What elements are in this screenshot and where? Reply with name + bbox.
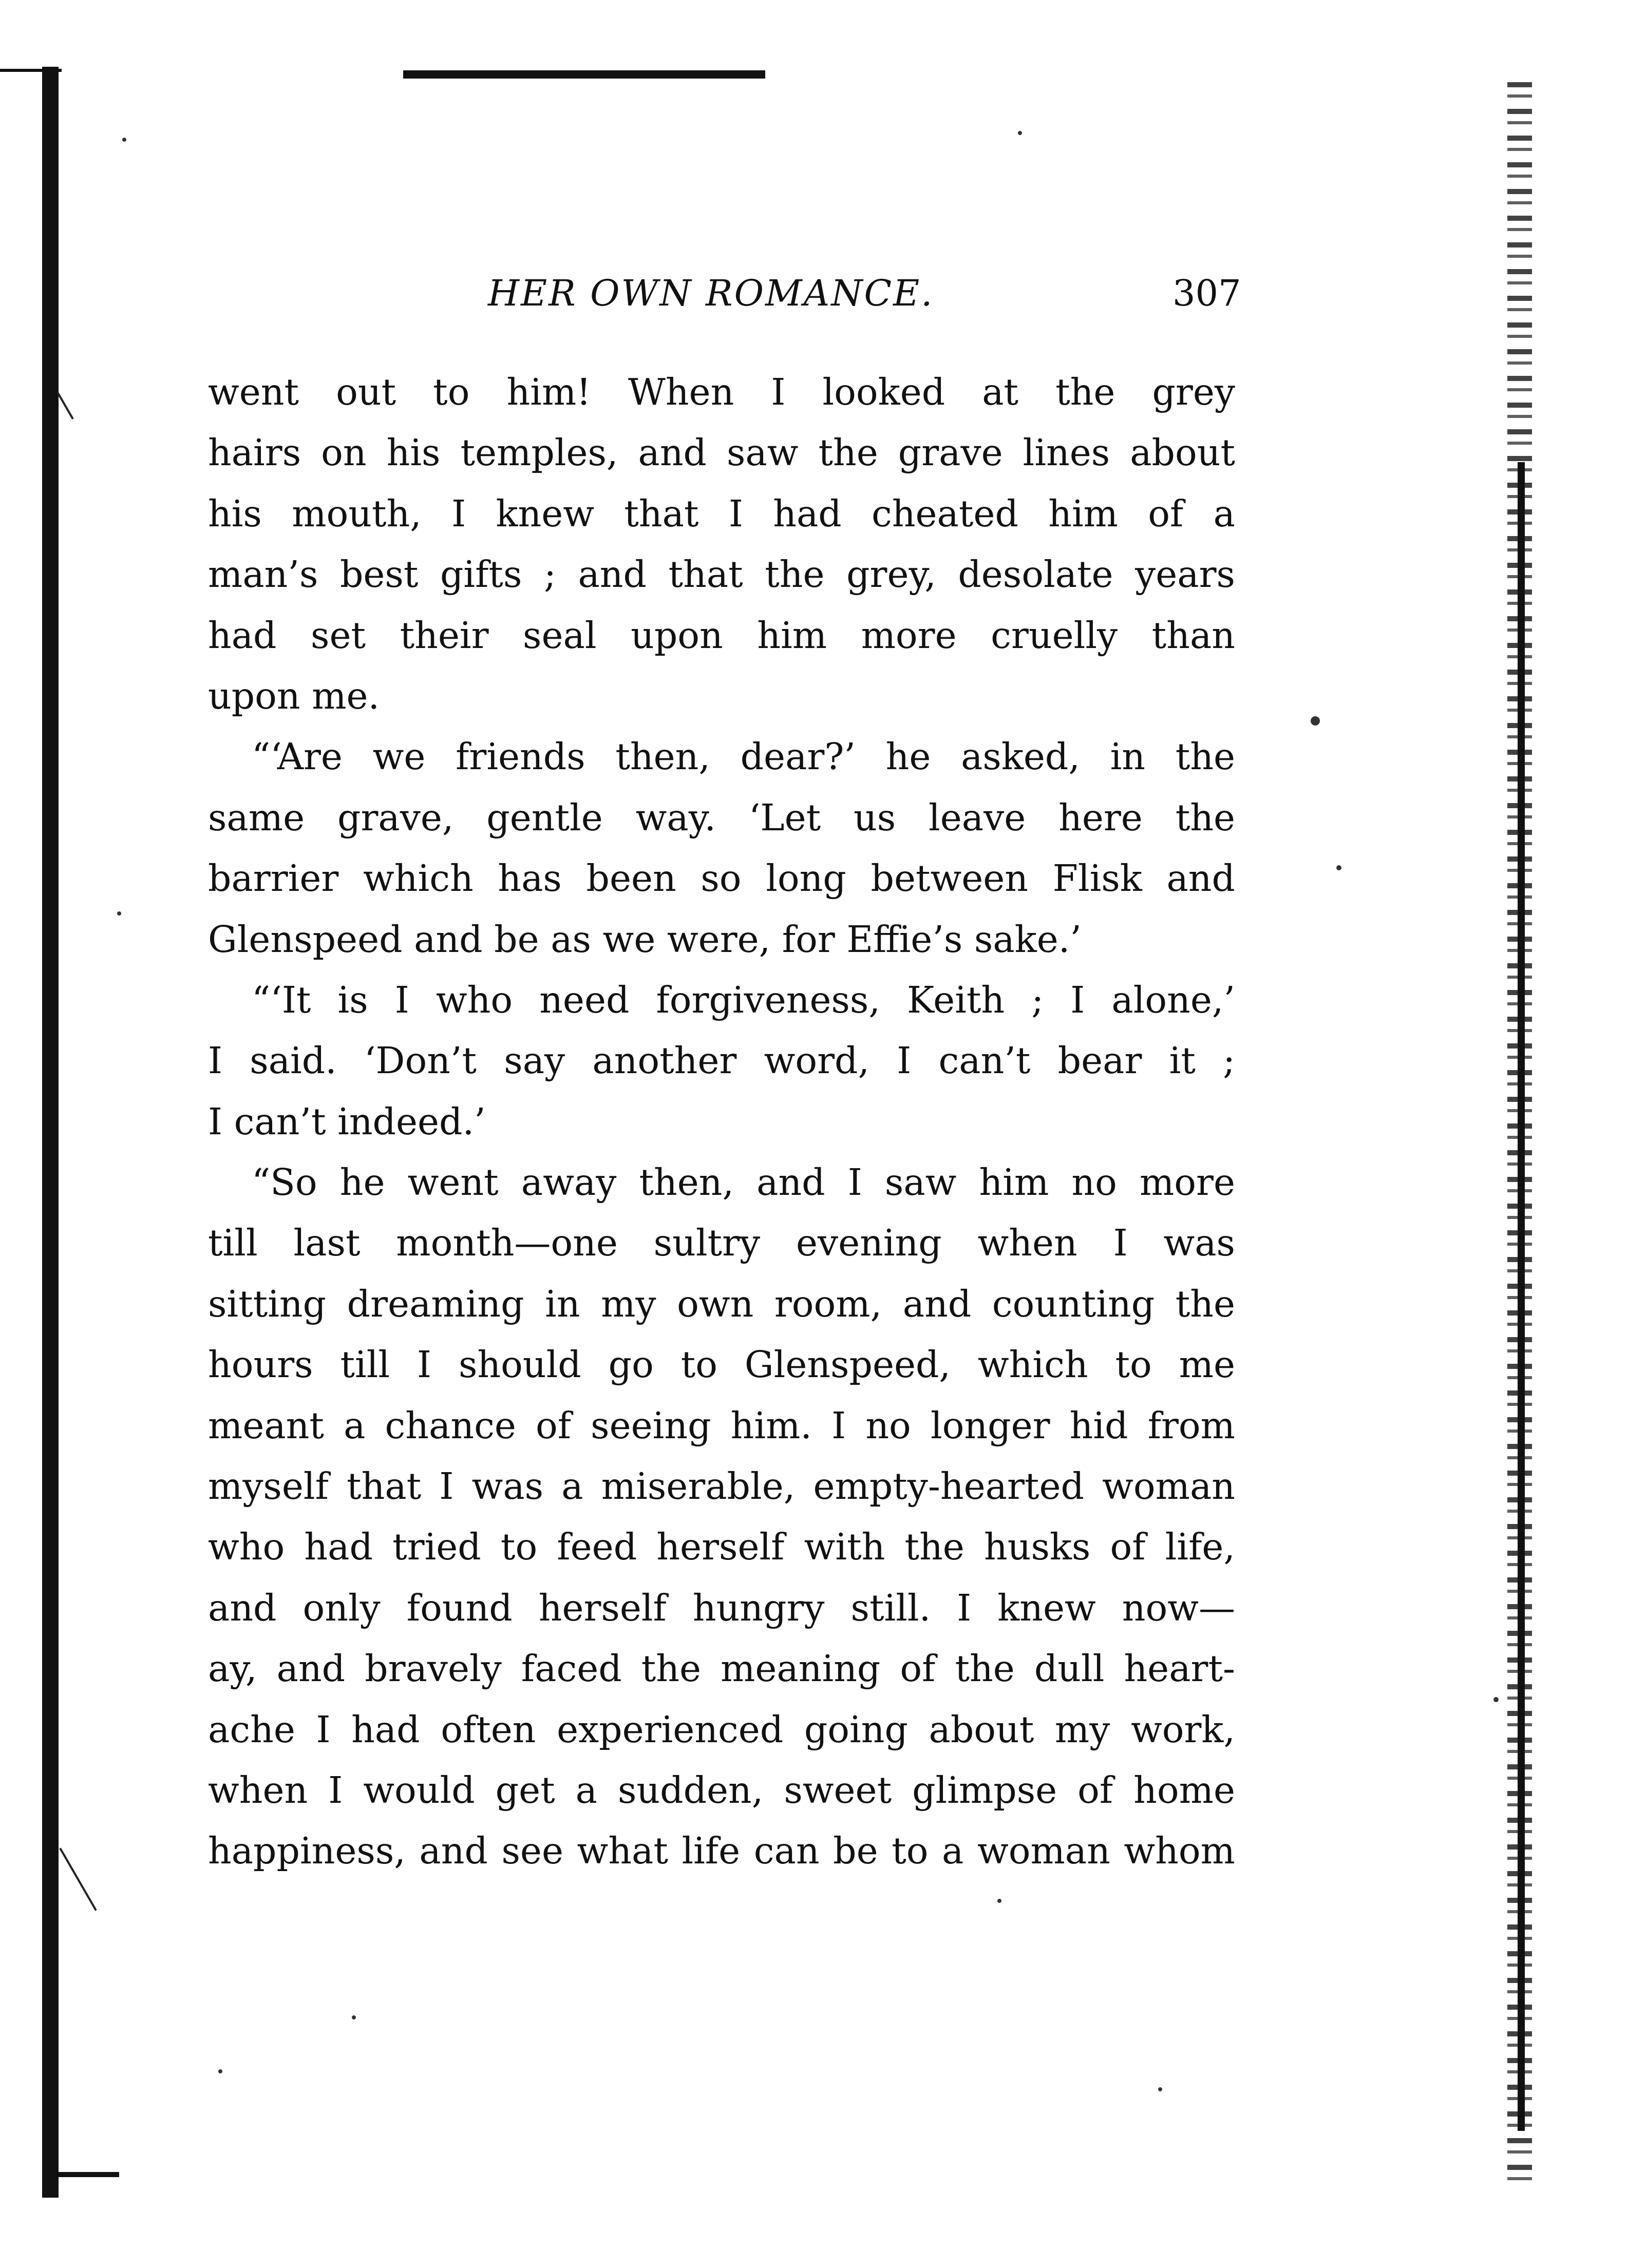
text-line: upon me.	[208, 674, 380, 717]
text-line: hours till I should go to Glenspeed, which to me	[208, 1343, 1235, 1386]
text-line: “‘Are we friends then, dear?’ he asked, in the	[252, 735, 1235, 778]
text-line: happiness, and see what life can be to a woman whom	[208, 1829, 1235, 1873]
scan-speck	[1336, 865, 1341, 870]
text-line: myself that I was a miserable, empty-hearted woman	[208, 1465, 1235, 1508]
text-line: had set their seal upon him more cruelly than	[208, 614, 1235, 657]
text-line: “So he went away then, and I saw him no more	[252, 1161, 1235, 1204]
running-head: HER OWN ROMANCE.	[488, 272, 934, 314]
scan-speck	[997, 1899, 1001, 1903]
text-line: same grave, gentle way. ‘Let us leave here the	[208, 796, 1235, 839]
page-number: 307	[1172, 272, 1241, 314]
text-line: when I would get a sudden, sweet glimpse of home	[208, 1768, 1235, 1812]
text-line: sitting dreaming in my own room, and counting the	[208, 1282, 1235, 1325]
scan-speck	[1493, 1697, 1499, 1702]
text-line: meant a chance of seeing him. I no longer hid from	[208, 1404, 1235, 1447]
scan-speck	[352, 2015, 356, 2019]
scan-mark	[59, 1847, 97, 1911]
scan-speck	[1158, 2087, 1162, 2091]
page-edge-shadow	[1518, 462, 1525, 2131]
binding-edge	[42, 67, 59, 2198]
text-line: I can’t indeed.’	[208, 1100, 486, 1143]
text-line: Glenspeed and be as we were, for Effie’s sake.’	[208, 918, 1082, 961]
text-line: ache I had often experienced going about my work,	[208, 1708, 1235, 1751]
text-line: I said. ‘Don’t say another word, I can’t bear it ;	[208, 1039, 1235, 1082]
text-line: barrier which has been so long between Flisk and	[208, 857, 1235, 900]
body-text	[208, 362, 1235, 1882]
scan-speck	[122, 138, 126, 142]
text-line: his mouth, I knew that I had cheated him of a	[208, 492, 1235, 535]
binding-edge-bottom	[42, 2172, 119, 2177]
text-line: ay, and bravely faced the meaning of the dull heart-	[208, 1647, 1235, 1690]
scan-speck	[1311, 716, 1320, 726]
text-line: man’s best gifts ; and that the grey, desolate years	[208, 553, 1235, 596]
scan-speck	[117, 911, 121, 916]
text-line: and only found herself hungry still. I knew now—	[208, 1586, 1235, 1629]
scan-mark	[56, 392, 73, 420]
text-line: went out to him! When I looked at the grey	[208, 371, 1235, 413]
text-line: who had tried to feed herself with the husks of life,	[208, 1526, 1235, 1569]
text-line: hairs on his temples, and saw the grave lines about	[208, 431, 1235, 474]
text-line: “‘It is I who need forgiveness, Keith ; I alone,’	[252, 978, 1235, 1021]
text-line: till last month—one sultry evening when I was	[208, 1222, 1235, 1265]
scan-speck	[1018, 131, 1022, 135]
top-rule	[403, 70, 765, 79]
scan-speck	[218, 2069, 222, 2073]
